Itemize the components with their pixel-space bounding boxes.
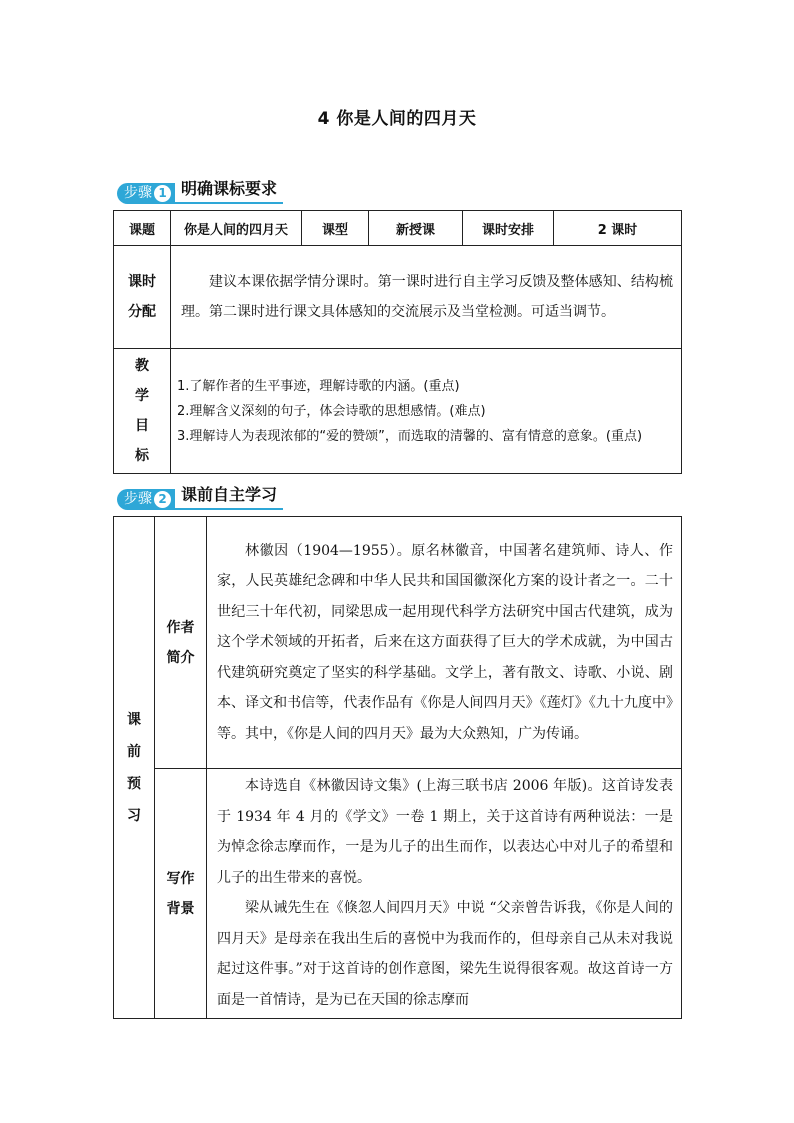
course-requirements-table [113, 210, 682, 474]
author-text: 林徽因（1904—1955）。原名林徽音，中国著名建筑师、诗人、作家，人民英雄纪念碑和中华人民共和国国徽深化方案的设计者之一。二十世纪三十年代初，同梁思成一起用现代科学方法研究中国古代建筑，成为这个学术领域的开拓者，后来在这方面获得了巨大的学术成就，为中国古代建筑研究奠定了坚实的科学基础。文学上，著有散文、诗歌、小说、剧本、译文和书信等，代表作品有《你是人间四月天》《莲灯》《九十九度中》等。其中，《你是人间的四月天》最为大众熟知，广为传诵。 [207, 517, 682, 769]
step-2-header [117, 484, 283, 510]
step-1-title: 明确课标要求 [175, 178, 283, 204]
step-2-title: 课前自主学习 [175, 484, 283, 510]
header-cell: 课型 [302, 211, 369, 246]
step-1-badge [117, 183, 175, 204]
background-text [207, 769, 682, 1019]
allocation-text: 建议本课依据学情分课时。第一课时进行自主学习反馈及整体感知、结构梳理。第二课时进行课文具体感知的交流展示及当堂检测。可适当调节。 [171, 246, 682, 349]
step-1-number: 1 [154, 185, 171, 202]
preview-table [113, 516, 682, 1019]
header-cell: 课时安排 [463, 211, 554, 246]
header-cell: 新授课 [369, 211, 463, 246]
background-row [114, 769, 682, 1019]
goal-item: 2.理解含义深刻的句子，体会诗歌的思想感情。(难点) [177, 403, 486, 419]
background-paragraph: 梁从诫先生在《倏忽人间四月天》中说 “父亲曾告诉我，《你是人间的四月天》是母亲在我出生后的喜悦中为我而作的，但母亲自己从未对我说起过这件事。”对于这首诗的创作意图，梁先生说得很客观。故这首诗一方面是一首情诗，是为已在天国的徐志摩而 [217, 900, 673, 1008]
step-2-badge-label: 步骤 [124, 491, 152, 507]
background-label: 写作 背景 [155, 769, 207, 1019]
goals-list [171, 349, 682, 474]
allocation-row [114, 246, 682, 349]
header-cell: 2 课时 [554, 211, 682, 246]
goal-item: 1.了解作者的生平事迹，理解诗歌的内涵。(重点) [177, 378, 460, 394]
goal-item: 3.理解诗人为表现浓郁的“爱的赞颂”，而选取的清馨的、富有情意的意象。(重点) [177, 428, 643, 444]
preview-section-label: 课 前 预 习 [114, 517, 155, 1019]
header-cell: 你是人间的四月天 [171, 211, 302, 246]
allocation-label: 课时 分配 [114, 246, 171, 349]
background-paragraph: 本诗选自《林徽因诗文集》(上海三联书店 2006 年版)。这首诗发表于 1934 年 4 月的《学文》一卷 1 期上，关于这首诗有两种说法：一是为悼念徐志摩而作，一是为儿子的出生而作，以表达心中对儿子的希望和儿子的出生带来的喜悦。 [217, 778, 673, 886]
header-cell: 课题 [114, 211, 171, 246]
step-2-badge [117, 489, 175, 510]
goals-row [114, 349, 682, 474]
page-title: 4 你是人间的四月天 [317, 109, 477, 129]
author-label: 作者 简介 [155, 517, 207, 769]
step-2-number: 2 [154, 491, 171, 508]
table-header-row [114, 211, 682, 246]
author-row [114, 517, 682, 769]
step-1-header [117, 178, 283, 204]
goals-label: 教 学 目 标 [114, 349, 171, 474]
step-1-badge-label: 步骤 [124, 185, 152, 201]
